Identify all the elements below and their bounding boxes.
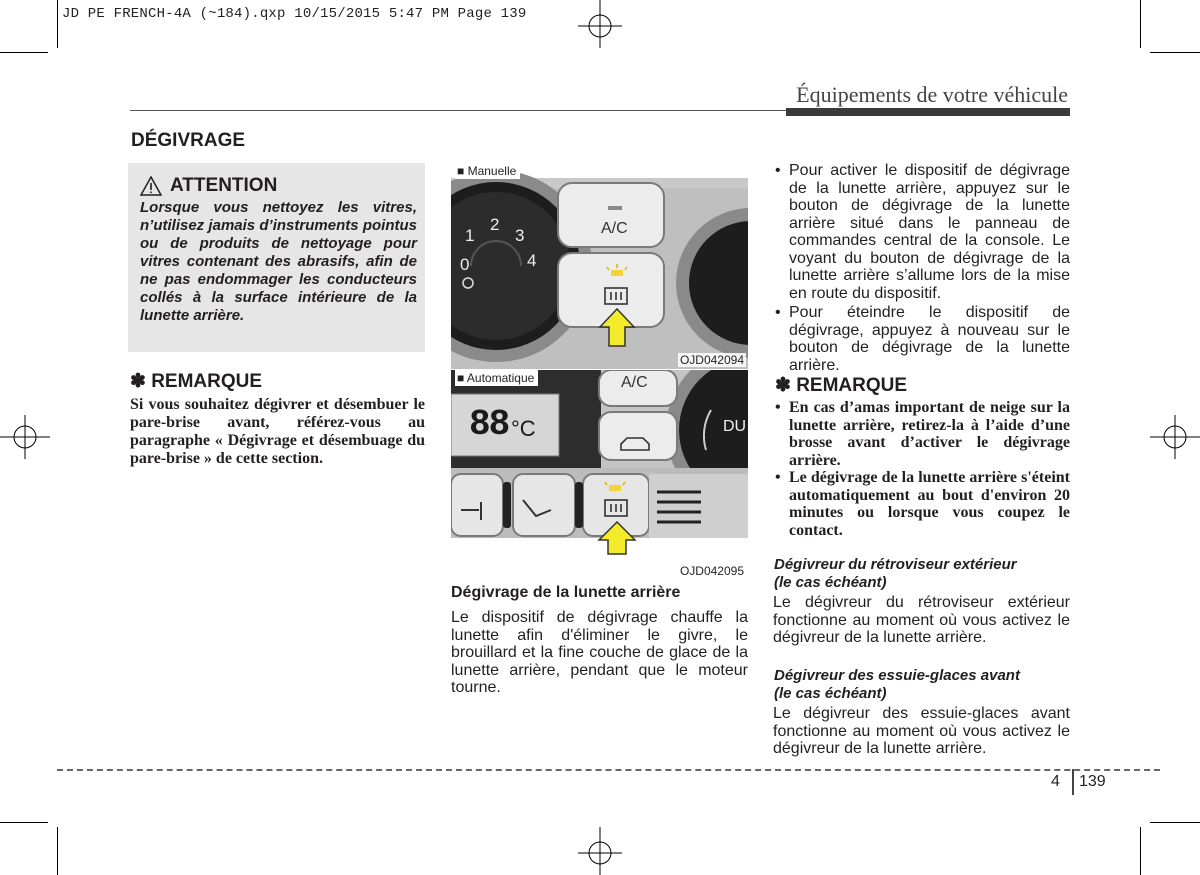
crop-mark	[1150, 52, 1200, 53]
figure-code: OJD042094	[679, 353, 744, 367]
footer-rule	[57, 769, 1160, 771]
list-item: • Pour activer le dispositif de dégivrage de la lunette arrière, appuyez sur le bouton de dégivrage de la lunette arrière situé dans le panneau de commandes central de la console. Le voyant du bouton de dégivrage de la lunette arrière s’allume lors de la mise en route du dispositif.	[772, 162, 1070, 302]
figure-automatic	[451, 370, 748, 580]
page-number: 139	[1079, 773, 1106, 790]
header-bar	[786, 108, 1070, 116]
mirror-heading-line2: (le cas échéant)	[774, 573, 887, 591]
list-item: • Pour éteindre le dispositif de dégivrage, appuyez à nouveau sur le bouton de dégivrage de la lunette arrière.	[772, 304, 1070, 374]
mirror-heading-line1: Dégivreur du rétroviseur extérieur	[774, 556, 1017, 573]
warning-triangle-icon	[140, 176, 162, 196]
wipers-body: Le dégivreur des essuie-glaces avant fonctionne au moment où vous activez le dégivreur de la lunette arrière.	[773, 705, 1070, 757]
temperature-unit: °C	[511, 416, 536, 441]
registration-mark-icon	[0, 415, 50, 459]
section-title: Équipements de votre véhicule	[796, 82, 1068, 107]
dial-number: 3	[515, 226, 525, 245]
instructions-list	[772, 162, 1070, 376]
list-item: • Le dégivrage de la lunette arrière s'éteint automatiquement au bout d'environ 20 minutes ou lorsque vous coupez le contact.	[772, 469, 1070, 539]
crop-mark	[1140, 827, 1141, 875]
dial-number: 0	[460, 255, 470, 274]
caution-title	[140, 175, 277, 197]
page-number-divider	[1072, 769, 1074, 795]
figure-code: OJD042095	[679, 564, 744, 578]
ac-button-label: A/C	[601, 220, 628, 237]
registration-mark-icon	[1150, 415, 1200, 459]
crop-mark	[0, 822, 48, 823]
note-title: ✽ REMARQUE	[130, 371, 263, 392]
rear-defrost-heading: Dégivrage de la lunette arrière	[451, 584, 681, 601]
temperature-display: 88	[469, 404, 509, 445]
dial-number: 1	[465, 226, 475, 245]
list-item: • En cas d’amas important de neige sur la lunette arrière, retirez-la à l’aide d’une brosse avant d’activer le dégivrage arrière.	[772, 399, 1070, 469]
registration-mark-icon	[578, 0, 622, 48]
main-heading: DÉGIVRAGE	[131, 130, 246, 151]
caution-body: Lorsque vous nettoyez les vitres, n’utilisez jamais d’instruments pointus ou de produits de nettoyage pour vitres contenant des abrasifs, afin de ne pas endommager les conducteurs collés à la surface intérieure de la lunette arrière.	[140, 199, 417, 324]
mirror-body: Le dégivreur du rétroviseur extérieur fonctionne au moment où vous activez le dégivreur de la lunette arrière.	[773, 594, 1070, 646]
rear-defrost-body: Le dispositif de dégivrage chauffe la lunette afin d'éliminer le givre, le brouillard et la fine couche de glace de la lunette arrière, pendant que le moteur tourne.	[451, 609, 748, 696]
caution-title-text: ATTENTION	[170, 175, 278, 196]
figure-label: ■ Automatique	[455, 370, 538, 386]
crop-mark	[57, 0, 58, 48]
print-slug: JD PE FRENCH-4A (~184).qxp 10/15/2015 5:47 PM Page 139	[62, 6, 527, 22]
chapter-number: 4	[1051, 773, 1060, 790]
wipers-heading-line2: (le cas échéant)	[774, 684, 887, 702]
crop-mark	[0, 52, 48, 53]
crop-mark	[1150, 822, 1200, 823]
mirror-heading	[774, 556, 1017, 591]
registration-mark-icon	[578, 827, 622, 875]
figure-manual	[451, 163, 748, 369]
automatic-panel-illustration	[451, 370, 748, 580]
crop-mark	[1140, 0, 1141, 48]
figure-label: ■ Manuelle	[455, 163, 520, 179]
note-list	[772, 399, 1070, 539]
ac-button-label: A/C	[621, 374, 648, 391]
dial-label: DU	[723, 418, 747, 435]
note-title: ✽ REMARQUE	[775, 375, 908, 396]
dial-number: 4	[527, 251, 537, 270]
dial-number: 2	[490, 215, 500, 234]
note-body: Si vous souhaitez dégivrer et désembuer le pare-brise avant, référez-vous au paragraphe « Dégivrage et désembuage du pare-brise » de cette section.	[130, 396, 425, 467]
wipers-heading	[774, 667, 1020, 702]
wipers-heading-line1: Dégivreur des essuie-glaces avant	[774, 667, 1020, 684]
crop-mark	[57, 827, 58, 875]
manual-panel-illustration	[451, 163, 748, 369]
